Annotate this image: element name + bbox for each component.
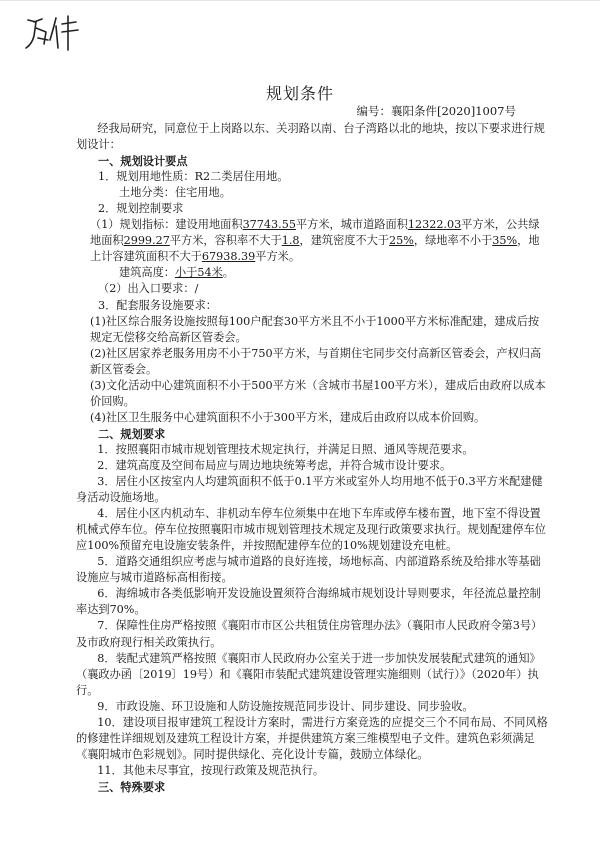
requirement-item: 6．海绵城市各类低影响开发设施设置须符合海绵城市规划设计导则要求，年径流总量控制率达到70%。 — [76, 587, 541, 617]
density-value: 25% — [389, 234, 414, 248]
service-facilities-heading: 3．配套服务设施要求： — [98, 298, 217, 312]
requirement-item: 8．装配式建筑严格按照《襄阳市人民政府办公室关于进一步加快发展装配式建筑的通知》（襄政办函〔2019〕19号）和《襄阳市装配式建筑建设管理实施细则（试行）》（2020年）执行。 — [76, 651, 541, 697]
road-area-value: 12322.03 — [407, 218, 462, 232]
land-classification: 土地分类：住宅用地。 — [119, 186, 231, 200]
requirement-item: 10．建设项目报审建筑工程设计方案时，需进行方案竞选的应提交三个不同布局、不同风格的修建性详细规划及建筑工程设计方案，并提供建筑方案三维模型电子文件。建筑色彩须满足《襄阳城市色彩规划》。同时提供绿化、亮化设计专篇，鼓励立体绿化。 — [76, 715, 548, 761]
section-heading-design-points: 一、规划设计要点 — [98, 154, 188, 169]
control-requirements-heading: 2．规划控制要求 — [98, 202, 184, 216]
requirement-item: 11．其他未尽事宜，按现行政策及规范执行。 — [97, 763, 325, 777]
service-item-elderly: (2)社区居家养老服务用房不小于750平方米，与首期住宅同步交付高新区管委会，产权归高新区管委会。 — [90, 346, 542, 376]
document-number: 编号：襄阳条件[2020]1007号 — [356, 104, 516, 118]
section-heading-special-requirements: 三、特殊要求 — [98, 779, 166, 794]
requirement-item: 1．按照襄阳市城市规划管理技术规定执行，并满足日照、通风等规范要求。 — [97, 442, 474, 456]
requirement-item: 9．市政设施、环卫设施和人防设施按规范同步设计、同步建设、同步验收。 — [97, 699, 474, 713]
green-area-value: 2999.27 — [123, 234, 170, 248]
service-item-community: (1)社区综合服务设施按照每100户配套30平方米且不小于1000平方米标准配建，建成后按规定无偿移交给高新区管委会。 — [90, 314, 540, 344]
gfa-value: 67938.39 — [201, 250, 256, 264]
requirement-item: 7．保障性住房严格按照《襄阳市市区公共租赁住房管理办法》（襄阳市人民政府令第3号）及市政府现行相关政策执行。 — [76, 619, 543, 649]
requirement-item: 3．居住小区按室内人均建筑面积不低于0.1平方米或室外人均用地不低于0.3平方米配建健身活动设施场地。 — [76, 475, 543, 505]
service-item-health: (4)社区卫生服务中心建筑面积不小于300平方米，建成后由政府以成本价回购。 — [90, 410, 486, 424]
intro-paragraph: 经我局研究，同意位于上岗路以东、关羽路以南、台子湾路以北的地块，按以下要求进行规划设计： — [76, 122, 545, 152]
requirement-item: 4．居住小区内机动车、非机动车停车位须集中在地下车库或停车楼布置，地下室不得设置机械式停车位。停车位按照襄阳市城市规划管理技术规定及现行政策要求执行。规划配建停车位应100%预留充电设施安装条件，并按照配建停车位的10%规划建设充电桩。 — [76, 507, 546, 553]
section-heading-planning-requirements: 二、规划要求 — [98, 426, 166, 441]
land-use-nature: 1．规划用地性质：R2二类居住用地。 — [98, 170, 289, 184]
requirement-item: 2．建筑高度及空间布局应与周边地块统筹考虑，并符合城市设计要求。 — [97, 458, 452, 472]
green-rate-value: 35% — [492, 234, 518, 248]
planning-indicators: （1）规划指标：建设用地面积37743.55平方米，城市道路面积12322.03平方米，公共绿地面积2999.27平方米，容积率不大于1.8，建筑密度不大于25%，绿地率不小于35%，地上计容建筑面积不大于67938.39平方米。 — [90, 218, 540, 264]
handwritten-annotation — [22, 10, 86, 56]
document-title: 规划条件 — [265, 84, 334, 103]
site-area-value: 37743.55 — [242, 218, 296, 232]
document-body — [76, 121, 550, 795]
far-value: 1.8 — [281, 234, 300, 248]
building-height: 建筑高度：小于54米。 — [119, 266, 234, 280]
entrance-requirements: （2）出入口要求：/ — [98, 282, 199, 296]
service-item-culture: (3)文化活动中心建筑面积不小于500平方米（含城市书屋100平方米），建成后由政府以成本价回购。 — [90, 378, 546, 408]
height-value: 小于54米 — [174, 266, 223, 280]
requirement-item: 5．道路交通组织应考虑与城市道路的良好连接，场地标高、内部道路系统及给排水等基础设施应与城市道路标高相衔接。 — [76, 555, 541, 585]
